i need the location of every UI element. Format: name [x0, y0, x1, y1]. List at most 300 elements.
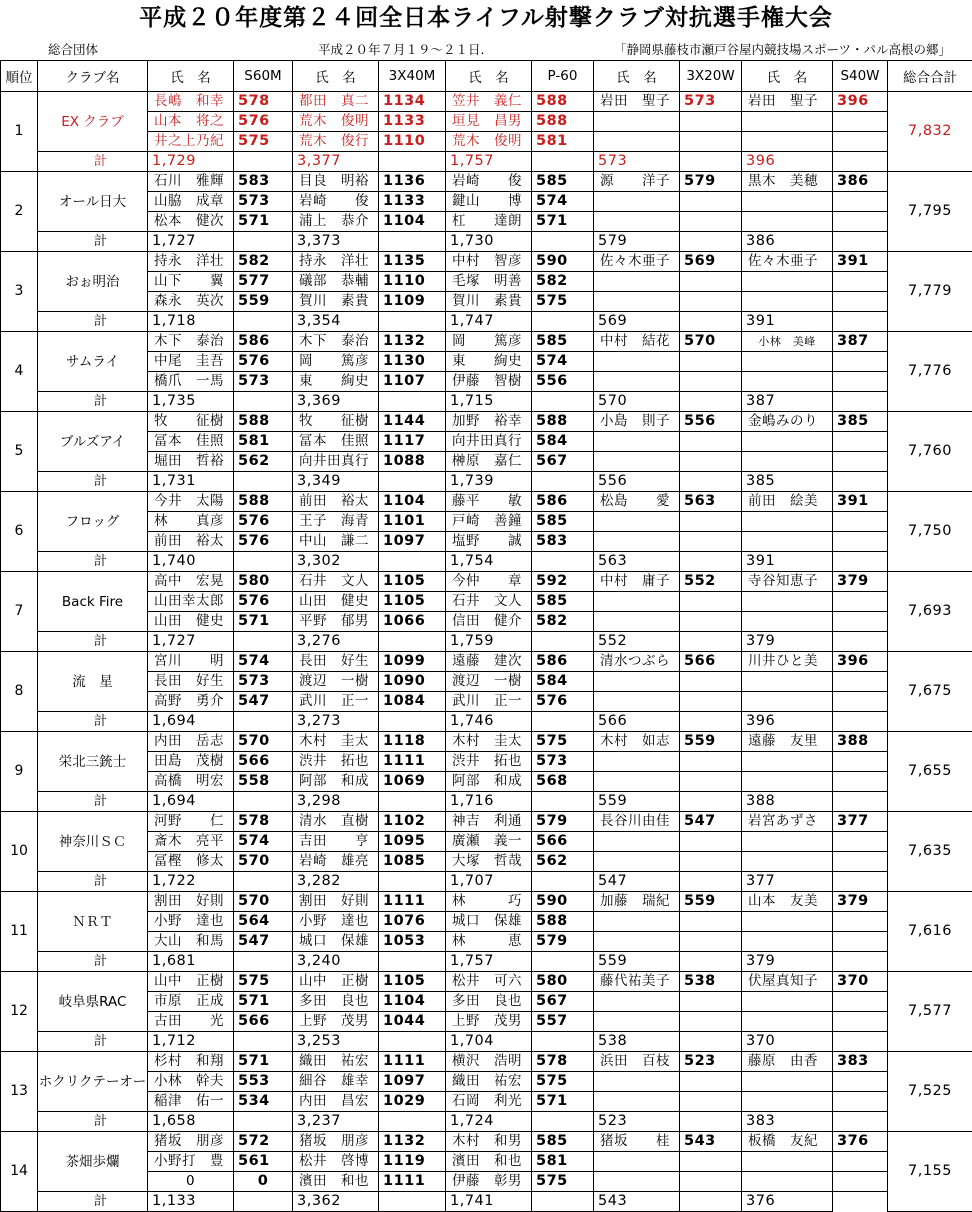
score-cell: 1097 [379, 532, 446, 552]
total-label: 計 [38, 712, 148, 732]
grand-total: 7,525 [888, 1052, 972, 1132]
shooter-name: 林 真彦 [148, 512, 234, 532]
shooter-name: 木村 和男 [446, 1132, 532, 1152]
score-cell: 583 [532, 532, 594, 552]
shooter-name: 武川 正一 [293, 692, 379, 712]
header-row [1, 61, 972, 92]
shooter-name: 稲津 佑一 [148, 1092, 234, 1112]
empty-cell [680, 292, 742, 312]
total-label: 計 [38, 232, 148, 252]
empty-cell [833, 912, 888, 932]
empty-cell [680, 112, 742, 132]
score-cell: 574 [532, 352, 594, 372]
empty-cell [742, 112, 833, 132]
score-cell: 566 [532, 832, 594, 852]
empty-cell [594, 192, 680, 212]
empty-cell [379, 872, 446, 892]
empty-cell [680, 672, 742, 692]
header-s60m: S60M [234, 61, 293, 92]
empty-cell [833, 532, 888, 552]
empty-cell [833, 132, 888, 152]
empty-cell [680, 212, 742, 232]
club-name: おぉ明治 [38, 252, 148, 312]
shooter-name: 吉田 亨 [293, 832, 379, 852]
empty-cell [594, 1092, 680, 1112]
empty-cell [742, 772, 833, 792]
score-cell: 1053 [379, 932, 446, 952]
shooter-name: 猪坂 朋彦 [293, 1132, 379, 1152]
score-cell: 576 [532, 692, 594, 712]
total-label: 計 [38, 1112, 148, 1132]
empty-cell [234, 312, 293, 332]
empty-cell [833, 432, 888, 452]
subtotal-3x20w: 547 [594, 872, 680, 892]
shooter-name: 堀田 哲裕 [148, 452, 234, 472]
score-cell: 1111 [379, 1052, 446, 1072]
score-cell: 1097 [379, 1072, 446, 1092]
score-cell: 534 [234, 1092, 293, 1112]
empty-cell [742, 452, 833, 472]
shooter-name: 黒木 美穂 [742, 172, 833, 192]
shooter-name: 山田 健史 [293, 592, 379, 612]
shooter-name: 多田 良也 [293, 992, 379, 1012]
shooter-name: 長谷川由佳 [594, 812, 680, 832]
empty-cell [594, 672, 680, 692]
empty-cell [234, 1032, 293, 1052]
subtotal-p60: 1,739 [446, 472, 532, 492]
table-row [1, 152, 972, 172]
shooter-name: 前田 絵美 [742, 492, 833, 512]
shooter-name: 前田 裕太 [148, 532, 234, 552]
empty-cell [680, 312, 742, 332]
shooter-name: 大塚 哲哉 [446, 852, 532, 872]
subtotal-p60: 1,715 [446, 392, 532, 412]
rank-cell: 12 [1, 972, 38, 1052]
shooter-name: 中山 謙二 [293, 532, 379, 552]
empty-cell [234, 872, 293, 892]
score-cell: 573 [234, 192, 293, 212]
table-row [1, 392, 972, 412]
shooter-name: 岩崎 雄亮 [293, 852, 379, 872]
total-label: 計 [38, 312, 148, 332]
subtotal-3x20w: 579 [594, 232, 680, 252]
shooter-name: 岩田 聖子 [594, 92, 680, 112]
subtotal-3x40m: 3,273 [293, 712, 379, 732]
grand-total: 7,577 [888, 972, 972, 1052]
score-cell: 559 [234, 292, 293, 312]
score-cell: 574 [234, 832, 293, 852]
empty-cell [594, 212, 680, 232]
shooter-name: 小島 則子 [594, 412, 680, 432]
empty-cell [680, 792, 742, 812]
grand-total: 7,795 [888, 172, 972, 252]
score-cell: 575 [234, 132, 293, 152]
empty-cell [833, 112, 888, 132]
empty-cell [532, 152, 594, 172]
subtotal-p60: 1,741 [446, 1192, 532, 1212]
shooter-name: 伊藤 智樹 [446, 372, 532, 392]
score-cell: 570 [234, 892, 293, 912]
shooter-name: 王子 海青 [293, 512, 379, 532]
score-cell: 553 [234, 1072, 293, 1092]
subtotal-s60m: 1,722 [148, 872, 234, 892]
empty-cell [742, 932, 833, 952]
grand-total: 7,616 [888, 892, 972, 972]
score-cell: 391 [833, 252, 888, 272]
subtotal-s60m: 1,740 [148, 552, 234, 572]
header-name-s40w: 氏 名 [742, 61, 833, 92]
empty-cell [742, 1092, 833, 1112]
empty-cell [594, 132, 680, 152]
shooter-name: 割田 好則 [148, 892, 234, 912]
score-cell: 385 [833, 412, 888, 432]
empty-cell [680, 632, 742, 652]
club-name: 流 星 [38, 652, 148, 712]
shooter-name: 平野 郁男 [293, 612, 379, 632]
shooter-name: 多田 良也 [446, 992, 532, 1012]
score-cell: 1118 [379, 732, 446, 752]
shooter-name: 内田 岳志 [148, 732, 234, 752]
empty-cell [379, 472, 446, 492]
shooter-name: 板橋 友紀 [742, 1132, 833, 1152]
score-cell: 588 [234, 492, 293, 512]
shooter-name: 岩崎 俊 [446, 172, 532, 192]
shooter-name: 冨本 佳照 [293, 432, 379, 452]
subtotal-3x40m: 3,253 [293, 1032, 379, 1052]
shooter-name: 鍵山 博 [446, 192, 532, 212]
score-cell: 1134 [379, 92, 446, 112]
empty-cell [532, 952, 594, 972]
rank-cell: 3 [1, 252, 38, 332]
grand-total: 7,776 [888, 332, 972, 412]
shooter-name: 織田 祐宏 [446, 1072, 532, 1092]
subtotal-3x20w: 570 [594, 392, 680, 412]
club-name: 神奈川ＳＣ [38, 812, 148, 872]
shooter-name: 井之上乃紀 [148, 132, 234, 152]
shooter-name: 石岡 利光 [446, 1092, 532, 1112]
score-cell: 1105 [379, 572, 446, 592]
empty-cell [379, 1032, 446, 1052]
empty-cell [833, 352, 888, 372]
header-p60: P-60 [532, 61, 594, 92]
empty-cell [594, 112, 680, 132]
grand-total: 7,760 [888, 412, 972, 492]
score-cell: 582 [532, 272, 594, 292]
score-cell: 577 [234, 272, 293, 292]
shooter-name: 細谷 雄幸 [293, 1072, 379, 1092]
empty-cell [594, 692, 680, 712]
shooter-name: 清水つぶら [594, 652, 680, 672]
subtotal-p60: 1,730 [446, 232, 532, 252]
score-cell: 564 [234, 912, 293, 932]
shooter-name: 濱田 和也 [293, 1172, 379, 1192]
score-cell: 559 [680, 892, 742, 912]
shooter-name: 阿部 和成 [293, 772, 379, 792]
score-cell: 543 [680, 1132, 742, 1152]
score-cell: 573 [680, 92, 742, 112]
rank-cell: 11 [1, 892, 38, 972]
shooter-name: 今井 太陽 [148, 492, 234, 512]
empty-cell [680, 992, 742, 1012]
table-row [1, 792, 972, 812]
score-cell: 552 [680, 572, 742, 592]
shooter-name: 佐々木亜子 [594, 252, 680, 272]
empty-cell [234, 552, 293, 572]
shooter-name: 森永 英次 [148, 292, 234, 312]
club-name: ホクリクテーオー [38, 1052, 148, 1112]
score-cell: 570 [234, 732, 293, 752]
empty-cell [234, 952, 293, 972]
club-name: Back Fire [38, 572, 148, 632]
score-cell: 566 [680, 652, 742, 672]
score-cell: 570 [234, 852, 293, 872]
empty-cell [379, 1112, 446, 1132]
empty-cell [833, 1152, 888, 1172]
empty-cell [680, 872, 742, 892]
shooter-name: 都田 真二 [293, 92, 379, 112]
score-cell: 568 [532, 772, 594, 792]
score-cell: 556 [680, 412, 742, 432]
subtotal-3x20w: 569 [594, 312, 680, 332]
empty-cell [594, 932, 680, 952]
empty-cell [594, 912, 680, 932]
empty-cell [833, 852, 888, 872]
empty-cell [680, 392, 742, 412]
empty-cell [833, 212, 888, 232]
empty-cell [532, 1032, 594, 1052]
empty-cell [742, 752, 833, 772]
shooter-name: 荒木 俊行 [293, 132, 379, 152]
empty-cell [594, 1012, 680, 1032]
subtotal-3x40m: 3,298 [293, 792, 379, 812]
empty-cell [680, 752, 742, 772]
empty-cell [680, 372, 742, 392]
score-cell: 580 [234, 572, 293, 592]
empty-cell [742, 272, 833, 292]
subtotal-s40w: 379 [742, 632, 833, 652]
score-cell: 571 [234, 212, 293, 232]
score-cell: 579 [680, 172, 742, 192]
subtotal-3x40m: 3,373 [293, 232, 379, 252]
shooter-name: 松井 可六 [446, 972, 532, 992]
subtotal-s60m: 1,712 [148, 1032, 234, 1052]
score-cell: 1111 [379, 1172, 446, 1192]
score-cell: 1088 [379, 452, 446, 472]
score-cell: 586 [532, 652, 594, 672]
score-cell: 396 [833, 92, 888, 112]
header-grand-total: 総合合計 [888, 61, 972, 92]
header-name-3x20w: 氏 名 [594, 61, 680, 92]
score-cell: 585 [532, 592, 594, 612]
score-cell: 523 [680, 1052, 742, 1072]
shooter-name: 冨樫 修太 [148, 852, 234, 872]
shooter-name: 持永 洋壮 [148, 252, 234, 272]
total-label: 計 [38, 1192, 148, 1212]
shooter-name: 前田 裕太 [293, 492, 379, 512]
shooter-name: 中村 結花 [594, 332, 680, 352]
score-cell: 583 [234, 172, 293, 192]
score-cell: 585 [532, 332, 594, 352]
shooter-name: 杉村 和翔 [148, 1052, 234, 1072]
shooter-name: 今仲 章 [446, 572, 532, 592]
score-cell: 1133 [379, 192, 446, 212]
empty-cell [379, 152, 446, 172]
table-row [1, 1052, 972, 1072]
total-label: 計 [38, 152, 148, 172]
subtotal-3x20w: 559 [594, 792, 680, 812]
subtotal-s40w: 386 [742, 232, 833, 252]
empty-cell [680, 132, 742, 152]
shooter-name: 山本 将之 [148, 112, 234, 132]
empty-cell [833, 1072, 888, 1092]
subtotal-p60: 1,757 [446, 152, 532, 172]
shooter-name: 小林 幹夫 [148, 1072, 234, 1092]
score-cell: 574 [532, 192, 594, 212]
empty-cell [742, 992, 833, 1012]
subtotal-s60m: 1,681 [148, 952, 234, 972]
score-cell: 576 [234, 592, 293, 612]
score-cell: 562 [532, 852, 594, 872]
score-cell: 582 [532, 612, 594, 632]
club-name: ＮＲＴ [38, 892, 148, 952]
empty-cell [680, 452, 742, 472]
empty-cell [532, 552, 594, 572]
score-cell: 588 [532, 112, 594, 132]
score-cell: 580 [532, 972, 594, 992]
empty-cell [742, 372, 833, 392]
score-cell: 575 [532, 1172, 594, 1192]
score-cell: 1111 [379, 892, 446, 912]
shooter-name: 岩田 聖子 [742, 92, 833, 112]
shooter-name: 渡辺 一樹 [293, 672, 379, 692]
subtotal-s40w: 387 [742, 392, 833, 412]
empty-cell [234, 392, 293, 412]
empty-cell [594, 752, 680, 772]
score-cell: 588 [234, 412, 293, 432]
shooter-name: 武川 正一 [446, 692, 532, 712]
shooter-name: 渡辺 一樹 [446, 672, 532, 692]
subtotal-s40w: 376 [742, 1192, 833, 1212]
empty-cell [742, 612, 833, 632]
score-cell: 588 [532, 92, 594, 112]
shooter-name: 長田 好生 [293, 652, 379, 672]
empty-cell [680, 352, 742, 372]
shooter-name: 阿部 和成 [446, 772, 532, 792]
shooter-name: 大山 和馬 [148, 932, 234, 952]
table-row [1, 92, 972, 112]
shooter-name: 河野 仁 [148, 812, 234, 832]
shooter-name: 中尾 圭吾 [148, 352, 234, 372]
empty-cell [234, 632, 293, 652]
subtotal-3x20w: 566 [594, 712, 680, 732]
score-cell: 584 [532, 672, 594, 692]
empty-cell [833, 612, 888, 632]
empty-cell [594, 772, 680, 792]
rank-cell: 7 [1, 572, 38, 652]
score-cell: 1090 [379, 672, 446, 692]
shooter-name: 木村 如志 [594, 732, 680, 752]
shooter-name: 木下 泰治 [293, 332, 379, 352]
shooter-name: 東 絢史 [446, 352, 532, 372]
shooter-name: 織田 祐宏 [293, 1052, 379, 1072]
club-name: 栄北三銃士 [38, 732, 148, 792]
empty-cell [742, 692, 833, 712]
score-cell: 1132 [379, 1132, 446, 1152]
score-cell: 1105 [379, 972, 446, 992]
shooter-name: 長田 好生 [148, 672, 234, 692]
page-title: 平成２０年度第２４回全日本ライフル射撃クラブ対抗選手権大会 [0, 0, 972, 34]
empty-cell [742, 1152, 833, 1172]
subtotal-p60: 1,707 [446, 872, 532, 892]
subtotal-3x40m: 3,237 [293, 1112, 379, 1132]
score-cell: 575 [532, 292, 594, 312]
shooter-name: 岩崎 俊 [293, 192, 379, 212]
score-cell: 1085 [379, 852, 446, 872]
shooter-name: 石井 文人 [293, 572, 379, 592]
empty-cell [680, 612, 742, 632]
empty-cell [379, 632, 446, 652]
subtotal-3x40m: 3,362 [293, 1192, 379, 1212]
shooter-name: 目良 明裕 [293, 172, 379, 192]
subtotal-s60m: 1,729 [148, 152, 234, 172]
rank-cell: 13 [1, 1052, 38, 1132]
subtotal-3x40m: 3,276 [293, 632, 379, 652]
score-cell: 567 [532, 452, 594, 472]
empty-cell [532, 712, 594, 732]
empty-cell [680, 852, 742, 872]
score-cell: 588 [532, 912, 594, 932]
grand-total: 7,693 [888, 572, 972, 652]
empty-cell [833, 772, 888, 792]
subtotal-p60: 1,747 [446, 312, 532, 332]
subtotal-3x20w: 543 [594, 1192, 680, 1212]
shooter-name: 岩宮あずさ [742, 812, 833, 832]
subtotal-3x40m: 3,282 [293, 872, 379, 892]
shooter-name: 高橋 明宏 [148, 772, 234, 792]
score-cell: 581 [532, 1152, 594, 1172]
results-body [1, 92, 972, 1212]
empty-cell [680, 1192, 742, 1212]
score-cell: 1111 [379, 752, 446, 772]
subtotal-p60: 1,716 [446, 792, 532, 812]
empty-cell [379, 712, 446, 732]
score-cell: 590 [532, 252, 594, 272]
subtotal-p60: 1,746 [446, 712, 532, 732]
score-cell: 1144 [379, 412, 446, 432]
empty-cell [742, 852, 833, 872]
subtotal-p60: 1,759 [446, 632, 532, 652]
shooter-name: 毛塚 明善 [446, 272, 532, 292]
empty-cell [532, 872, 594, 892]
empty-cell [532, 392, 594, 412]
score-cell: 578 [532, 1052, 594, 1072]
shooter-name: 中村 智彦 [446, 252, 532, 272]
score-cell: 1136 [379, 172, 446, 192]
club-name: ブルズアイ [38, 412, 148, 472]
empty-cell [680, 272, 742, 292]
score-cell: 588 [532, 412, 594, 432]
shooter-name: 市原 正成 [148, 992, 234, 1012]
empty-cell [833, 272, 888, 292]
score-cell: 391 [833, 492, 888, 512]
total-label: 計 [38, 632, 148, 652]
shooter-name: 石井 文人 [446, 592, 532, 612]
subtotal-s40w: 370 [742, 1032, 833, 1052]
subtotal-3x40m: 3,240 [293, 952, 379, 972]
shooter-name: 松本 健次 [148, 212, 234, 232]
shooter-name: 榊原 嘉仁 [446, 452, 532, 472]
score-cell: 586 [234, 332, 293, 352]
